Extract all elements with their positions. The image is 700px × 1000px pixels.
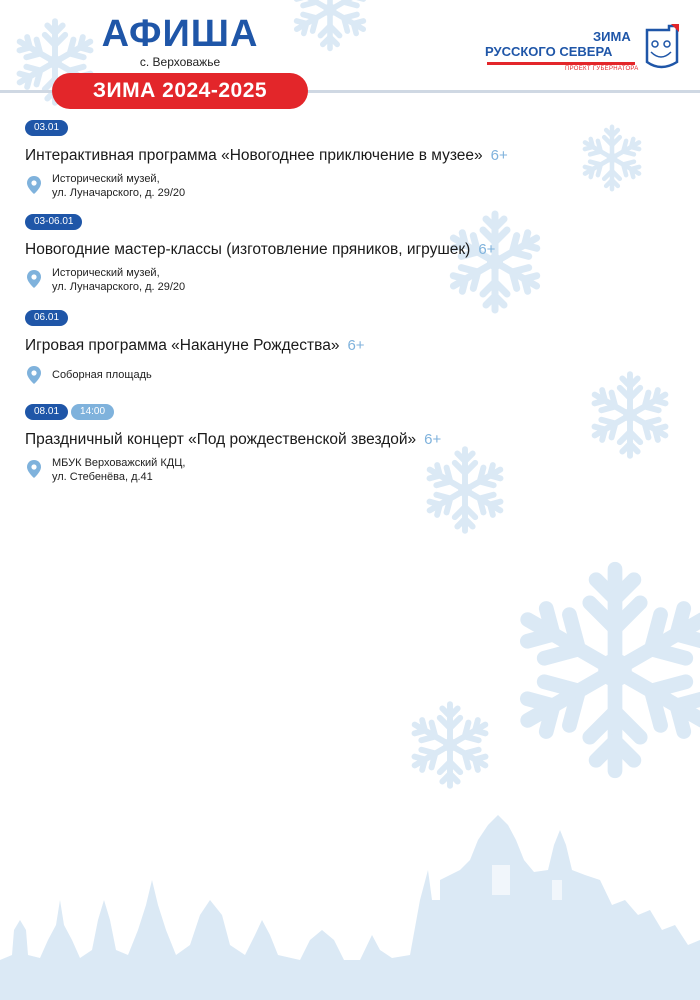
- event-title-text: Интерактивная программа «Новогоднее приключение в музее»: [25, 147, 483, 164]
- place-line1: Исторический музей,: [52, 173, 160, 185]
- logo-line2: РУССКОГО СЕВЕРА: [485, 44, 613, 59]
- event-date-badge: 06.01: [25, 310, 68, 326]
- event-date-badge: 03.01: [25, 120, 68, 136]
- event-title-text: Игровая программа «Накануне Рождества»: [25, 337, 340, 354]
- place-line2: ул. Луначарского, д. 29/20: [52, 187, 186, 199]
- place-line1: МБУК Верховажский КДЦ,: [52, 457, 186, 469]
- event-title: [25, 146, 508, 166]
- place-line1: Исторический музей,: [52, 267, 160, 279]
- location-pin-icon: [27, 176, 41, 194]
- logo-line3: ПРОЕКТ ГУБЕРНАТОРА: [565, 66, 639, 72]
- age-rating: 6+: [347, 337, 365, 354]
- age-rating: 6+: [424, 431, 442, 448]
- place-line1: Соборная площадь: [52, 369, 152, 381]
- logo-emblem-icon: [641, 22, 681, 72]
- logo-line1: ЗИМА: [593, 29, 631, 44]
- event-title: [25, 430, 441, 450]
- page-title: АФИША: [101, 13, 259, 55]
- age-rating: 6+: [478, 241, 496, 258]
- place-line2: ул. Стебенёва, д.41: [52, 471, 153, 483]
- event-date-badge: 08.01: [25, 404, 68, 420]
- event-date-badge: 03-06.01: [25, 214, 82, 230]
- project-logo: [485, 18, 685, 74]
- event-title: [25, 336, 365, 356]
- season-banner: ЗИМА 2024-2025: [52, 73, 308, 109]
- event-title-text: Праздничный концерт «Под рождественской звездой»: [25, 431, 417, 448]
- page-subtitle: с. Верховажье: [139, 55, 221, 69]
- location-pin-icon: [27, 366, 41, 384]
- location-pin-icon: [27, 460, 41, 478]
- location-pin-icon: [27, 270, 41, 288]
- event-title-text: Новогодние мастер-классы (изготовление пряников, игрушек): [25, 241, 471, 258]
- event-title: [25, 240, 495, 260]
- place-line2: ул. Луначарского, д. 29/20: [52, 281, 186, 293]
- event-time-badge: 14:00: [71, 404, 114, 420]
- age-rating: 6+: [490, 147, 508, 164]
